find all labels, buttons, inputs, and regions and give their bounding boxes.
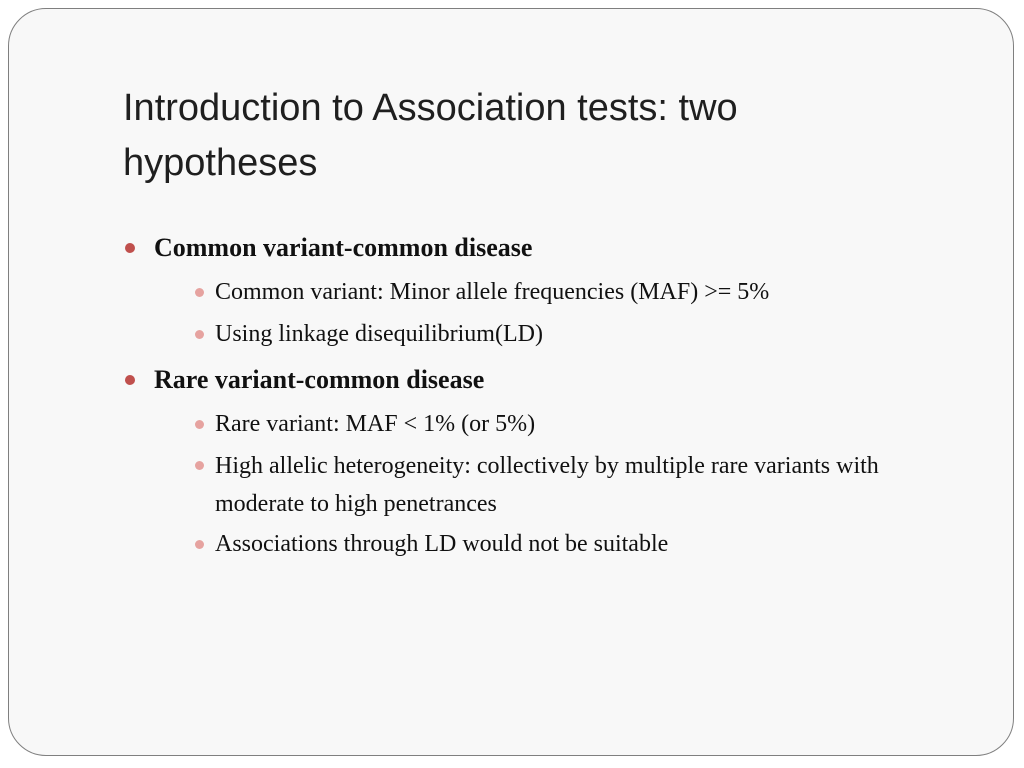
sub-bullet-icon (195, 420, 204, 429)
sub-bullet-icon (195, 330, 204, 339)
list-item-text: Rare variant: MAF < 1% (or 5%) (215, 411, 536, 437)
list-item (123, 445, 943, 523)
section-common-variant-items (123, 271, 943, 355)
list-item (123, 403, 943, 445)
list-item (123, 523, 943, 565)
sub-bullet-icon (195, 540, 204, 549)
bullet-icon (125, 243, 135, 253)
section-heading: Common variant-common disease (154, 233, 533, 262)
list-item-text: High allelic heterogeneity: collectively by multiple rare variants with moderate to high penetrances (215, 453, 879, 517)
slide-frame (8, 8, 1014, 756)
slide-body (123, 229, 943, 571)
section-common-variant (123, 229, 943, 267)
list-item (123, 271, 943, 313)
list-item-text: Using linkage disequilibrium(LD) (215, 321, 543, 347)
section-rare-variant-items (123, 403, 943, 565)
section-heading: Rare variant-common disease (154, 365, 485, 394)
list-item-text: Associations through LD would not be suitable (215, 531, 669, 557)
section-rare-variant (123, 361, 943, 399)
list-item (123, 313, 943, 355)
sub-bullet-icon (195, 461, 204, 470)
slide-title: Introduction to Association tests: two hypotheses (123, 87, 738, 184)
bullet-icon (125, 375, 135, 385)
list-item-text: Common variant: Minor allele frequencies (MAF) >= 5% (215, 279, 770, 305)
sub-bullet-icon (195, 288, 204, 297)
